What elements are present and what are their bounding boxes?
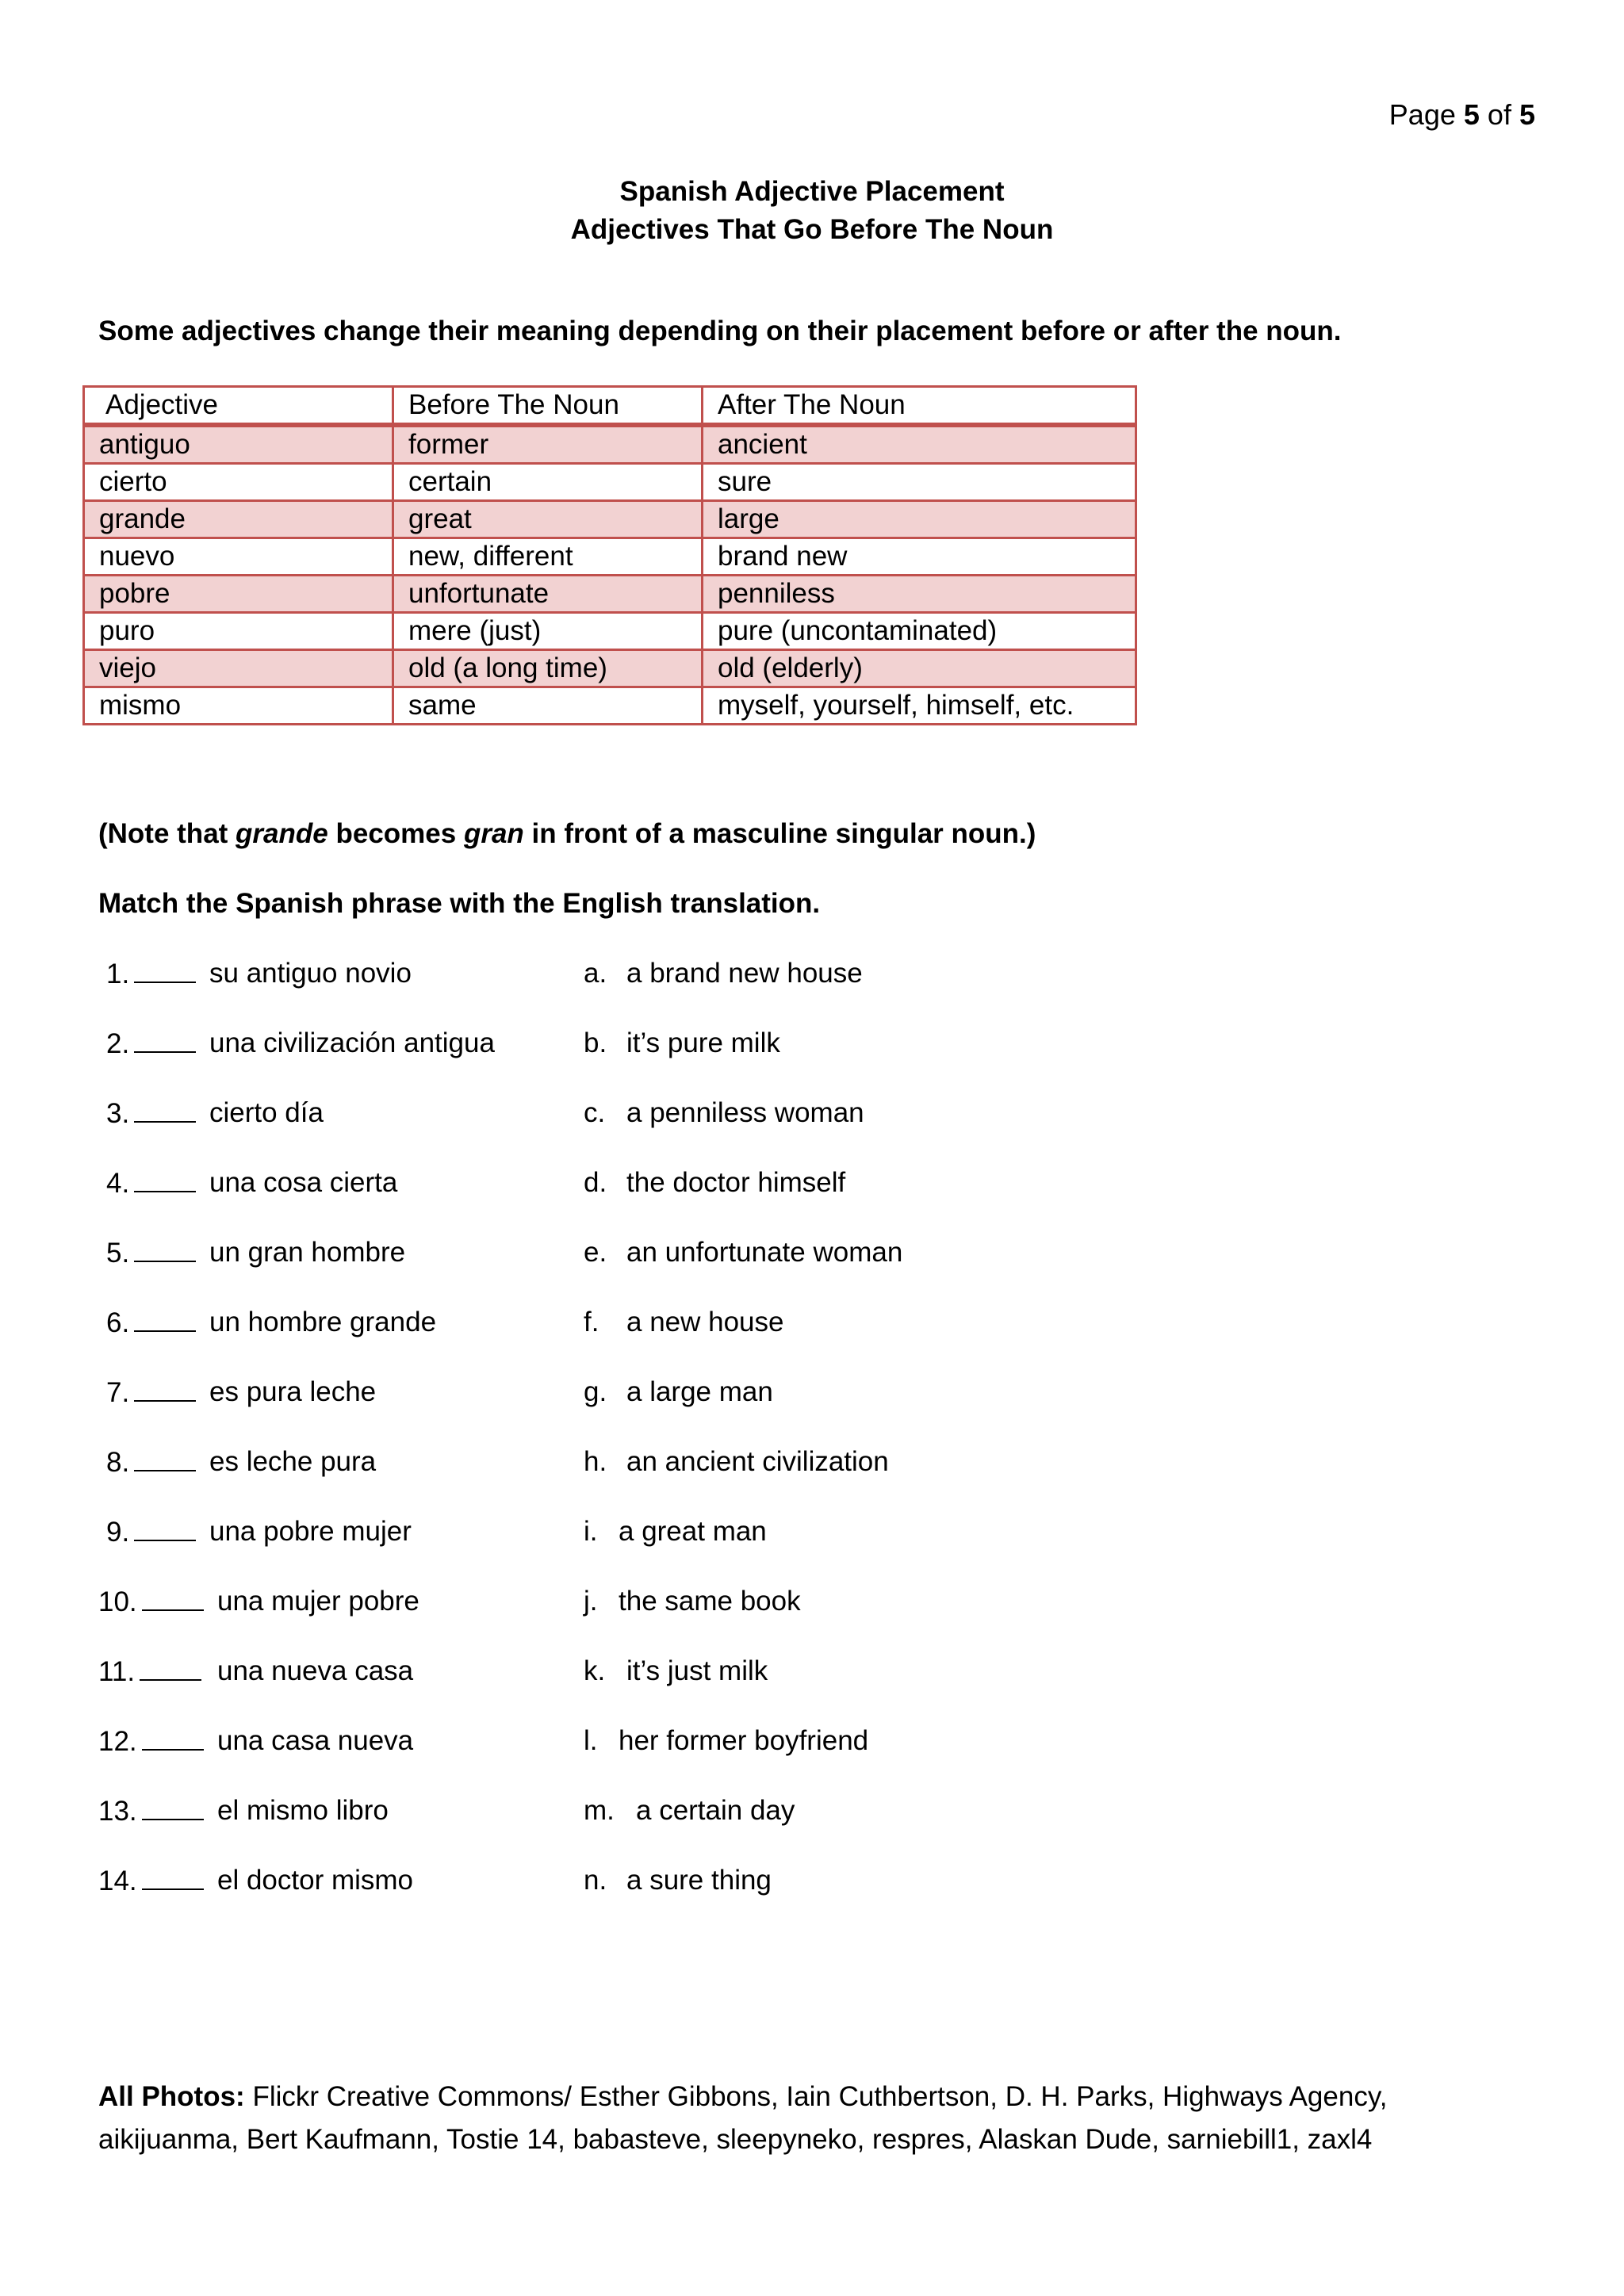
item-number xyxy=(106,958,217,990)
option-letter: m. xyxy=(584,1795,615,1826)
spanish-phrase: su antiguo novio xyxy=(209,958,412,989)
item-number-label: 2. xyxy=(106,1028,130,1059)
answer-blank[interactable] xyxy=(134,1446,196,1471)
photo-credits: All Photos: Flickr Creative Commons/ Esther Gibbons, Iain Cuthbertson, D. H. Parks, Highways Agency, aikijuanma, Bert Kaufmann, Tostie 14, babasteve, sleepyneko, respres, Alaskan Dude, sarniebill1, zaxl4 xyxy=(98,2081,1388,2155)
item-number-label: 12. xyxy=(98,1726,137,1757)
table-row xyxy=(84,538,1136,576)
matching-row xyxy=(0,1795,1624,1835)
option-letter: a. xyxy=(584,958,607,989)
item-number-label: 7. xyxy=(106,1377,130,1408)
table-row xyxy=(84,425,1136,464)
item-number xyxy=(106,1516,217,1548)
answer-blank[interactable] xyxy=(134,1307,196,1332)
grande-note: (Note that grande becomes gran in front of a masculine singular noun.) xyxy=(98,818,1036,849)
option-letter: j. xyxy=(584,1586,598,1617)
adjective-cell: puro xyxy=(84,613,393,650)
before-noun-cell: new, different xyxy=(393,538,703,576)
option-letter: k. xyxy=(584,1655,606,1686)
table-row xyxy=(84,501,1136,538)
item-number-label: 10. xyxy=(98,1586,137,1617)
answer-blank[interactable] xyxy=(134,1516,196,1541)
item-number xyxy=(106,1097,217,1130)
item-number xyxy=(106,1167,217,1200)
after-noun-cell: myself, yourself, himself, etc. xyxy=(703,687,1136,725)
spanish-phrase: el mismo libro xyxy=(217,1795,389,1826)
page-number: Page 5 of 5 xyxy=(1388,98,1535,131)
after-noun-cell: penniless xyxy=(703,576,1136,613)
english-translation: the doctor himself xyxy=(626,1167,846,1198)
before-noun-cell: unfortunate xyxy=(393,576,703,613)
english-translation: a brand new house xyxy=(626,958,863,989)
option-letter: d. xyxy=(584,1167,607,1198)
english-translation: a large man xyxy=(626,1376,773,1407)
header-adjective: Adjective xyxy=(84,387,393,426)
answer-blank[interactable] xyxy=(134,1027,196,1053)
adjective-cell: cierto xyxy=(84,464,393,501)
option-letter: b. xyxy=(584,1027,607,1058)
spanish-phrase: una civilización antigua xyxy=(209,1027,495,1058)
spanish-phrase: un gran hombre xyxy=(209,1237,406,1268)
english-translation: it’s just milk xyxy=(626,1655,768,1686)
answer-blank[interactable] xyxy=(134,958,196,983)
adjective-cell: grande xyxy=(84,501,393,538)
item-number xyxy=(106,1307,217,1339)
item-number xyxy=(98,1725,209,1758)
item-number xyxy=(106,1237,217,1269)
before-noun-cell: mere (just) xyxy=(393,613,703,650)
matching-row xyxy=(0,1237,1624,1276)
item-number-label: 13. xyxy=(98,1796,137,1827)
matching-instructions: Match the Spanish phrase with the English translation. xyxy=(98,888,821,919)
title-line-1: Spanish Adjective Placement xyxy=(619,176,1005,207)
item-number-label: 5. xyxy=(106,1238,130,1269)
answer-blank[interactable] xyxy=(142,1586,204,1611)
matching-row xyxy=(0,1655,1624,1695)
spanish-phrase: una nueva casa xyxy=(217,1655,414,1686)
english-translation: the same book xyxy=(619,1586,801,1617)
matching-row xyxy=(0,1027,1624,1067)
matching-row xyxy=(0,1376,1624,1416)
intro-text: Some adjectives change their meaning depending on their placement before or after the noun. xyxy=(98,316,1342,346)
option-letter: h. xyxy=(584,1446,607,1477)
table-row xyxy=(84,687,1136,725)
answer-blank[interactable] xyxy=(134,1167,196,1192)
item-number-label: 11. xyxy=(98,1656,136,1687)
english-translation: an ancient civilization xyxy=(626,1446,889,1477)
adjective-table xyxy=(82,385,1137,725)
table-row xyxy=(84,650,1136,687)
table-row xyxy=(84,613,1136,650)
answer-blank[interactable] xyxy=(134,1237,196,1262)
option-letter: i. xyxy=(584,1516,598,1547)
english-translation: a certain day xyxy=(636,1795,795,1826)
header-after: After The Noun xyxy=(703,387,1136,426)
option-letter: e. xyxy=(584,1237,607,1268)
item-number-label: 14. xyxy=(98,1866,137,1896)
item-number xyxy=(106,1376,217,1409)
adjective-cell: mismo xyxy=(84,687,393,725)
matching-row xyxy=(0,958,1624,997)
after-noun-cell: ancient xyxy=(703,425,1136,464)
table-row xyxy=(84,576,1136,613)
spanish-phrase: una cosa cierta xyxy=(209,1167,398,1198)
before-noun-cell: former xyxy=(393,425,703,464)
item-number-label: 8. xyxy=(106,1447,130,1478)
item-number xyxy=(106,1027,217,1060)
answer-blank[interactable] xyxy=(134,1097,196,1123)
header-before: Before The Noun xyxy=(393,387,703,426)
matching-row xyxy=(0,1446,1624,1486)
after-noun-cell: pure (uncontaminated) xyxy=(703,613,1136,650)
option-letter: f. xyxy=(584,1307,599,1337)
answer-blank[interactable] xyxy=(140,1655,201,1681)
table-row xyxy=(84,464,1136,501)
adjective-cell: viejo xyxy=(84,650,393,687)
option-letter: n. xyxy=(584,1865,607,1896)
table-header-row xyxy=(84,387,1136,426)
item-number-label: 1. xyxy=(106,959,130,989)
answer-blank[interactable] xyxy=(142,1865,204,1890)
answer-blank[interactable] xyxy=(134,1376,196,1402)
matching-row xyxy=(0,1586,1624,1625)
spanish-phrase: un hombre grande xyxy=(209,1307,437,1337)
spanish-phrase: es leche pura xyxy=(209,1446,377,1477)
english-translation: a sure thing xyxy=(626,1865,772,1896)
after-noun-cell: brand new xyxy=(703,538,1136,576)
after-noun-cell: large xyxy=(703,501,1136,538)
after-noun-cell: old (elderly) xyxy=(703,650,1136,687)
english-translation: her former boyfriend xyxy=(619,1725,869,1756)
spanish-phrase: cierto día xyxy=(209,1097,324,1128)
item-number-label: 4. xyxy=(106,1168,130,1199)
spanish-phrase: es pura leche xyxy=(209,1376,377,1407)
before-noun-cell: same xyxy=(393,687,703,725)
option-letter: l. xyxy=(584,1725,598,1756)
matching-row xyxy=(0,1097,1624,1137)
english-translation: a new house xyxy=(626,1307,784,1337)
matching-row xyxy=(0,1167,1624,1207)
item-number xyxy=(98,1865,209,1897)
english-translation: a great man xyxy=(619,1516,767,1547)
after-noun-cell: sure xyxy=(703,464,1136,501)
spanish-phrase: una mujer pobre xyxy=(217,1586,419,1617)
english-translation: an unfortunate woman xyxy=(626,1237,903,1268)
item-number-label: 3. xyxy=(106,1098,130,1129)
before-noun-cell: old (a long time) xyxy=(393,650,703,687)
item-number xyxy=(106,1446,217,1479)
matching-row xyxy=(0,1865,1624,1904)
item-number xyxy=(98,1586,209,1618)
matching-row xyxy=(0,1307,1624,1346)
spanish-phrase: una casa nueva xyxy=(217,1725,414,1756)
item-number-label: 6. xyxy=(106,1307,130,1338)
option-letter: c. xyxy=(584,1097,606,1128)
english-translation: a penniless woman xyxy=(626,1097,864,1128)
adjective-cell: pobre xyxy=(84,576,393,613)
before-noun-cell: certain xyxy=(393,464,703,501)
document-title xyxy=(0,173,1624,249)
option-letter: g. xyxy=(584,1376,607,1407)
english-translation: it’s pure milk xyxy=(626,1027,780,1058)
item-number xyxy=(98,1655,209,1688)
matching-row xyxy=(0,1516,1624,1556)
title-line-2: Adjectives That Go Before The Noun xyxy=(570,214,1054,245)
answer-blank[interactable] xyxy=(142,1725,204,1751)
answer-blank[interactable] xyxy=(142,1795,204,1820)
spanish-phrase: una pobre mujer xyxy=(209,1516,412,1547)
before-noun-cell: great xyxy=(393,501,703,538)
matching-row xyxy=(0,1725,1624,1765)
spanish-phrase: el doctor mismo xyxy=(217,1865,414,1896)
adjective-cell: antiguo xyxy=(84,425,393,464)
item-number xyxy=(98,1795,209,1827)
item-number-label: 9. xyxy=(106,1517,130,1548)
adjective-cell: nuevo xyxy=(84,538,393,576)
